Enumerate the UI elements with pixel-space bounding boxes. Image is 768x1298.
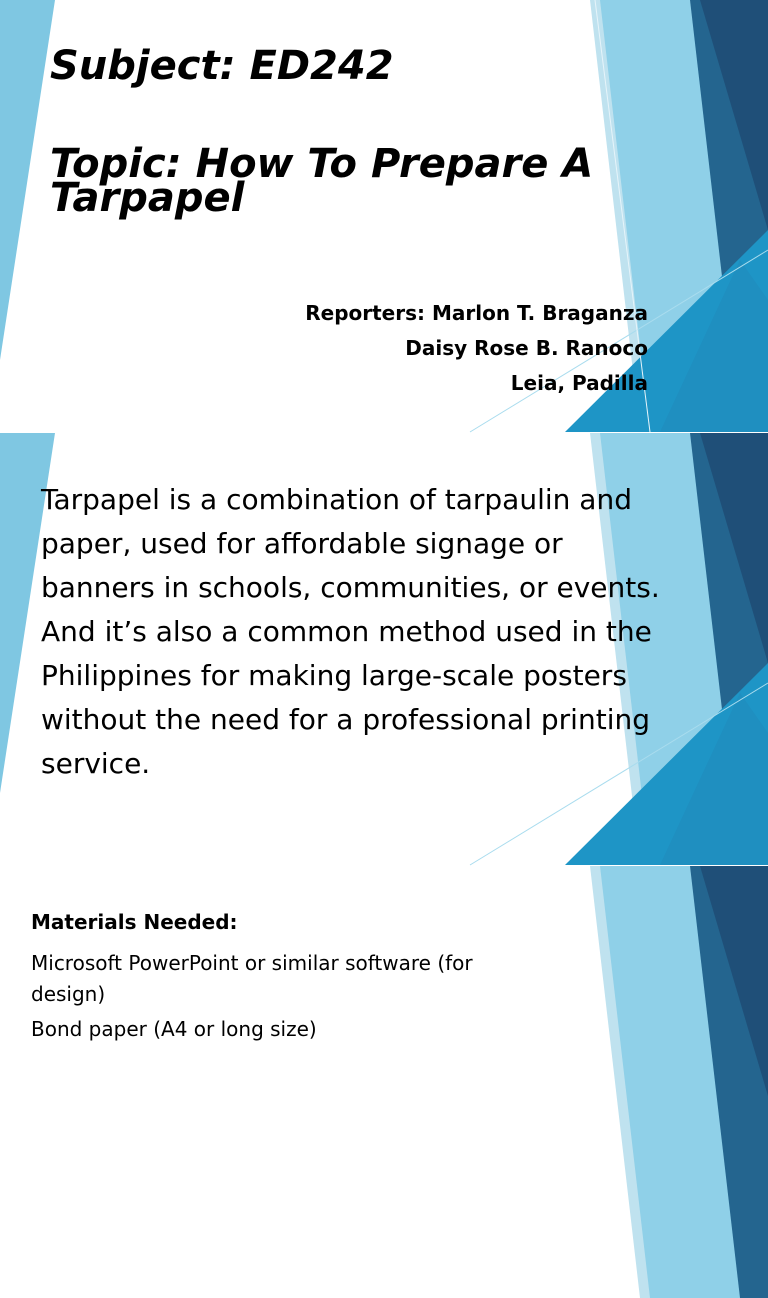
reporters-list (305, 296, 648, 401)
reporter-line: Leia, Padilla (510, 371, 648, 395)
materials-heading: Materials Needed: (31, 910, 238, 934)
title-slide (0, 0, 768, 432)
definition-slide (0, 433, 768, 865)
topic-line: Topic: How To Prepare A (50, 141, 594, 187)
materials-slide (0, 866, 768, 1041)
materials-item: Bond paper (A4 or long size) (31, 1017, 317, 1041)
definition-text: Tarpapel is a combination of tarpaulin and paper, used for affordable signage or banners in schools, communities, or events. And it’s also a common method used in the Philippines for making large-scale posters without the need for a professional printing service. (41, 483, 660, 780)
reporter-line: Reporters: Marlon T. Braganza (305, 301, 648, 325)
subject-title: Subject: ED242 (50, 43, 394, 89)
materials-item: Microsoft PowerPoint or similar software (for design) (31, 951, 473, 1006)
left-accent-shape (0, 0, 55, 360)
reporter-line: Daisy Rose B. Ranoco (405, 336, 648, 360)
topic-line: Tarpapel (50, 175, 245, 221)
topic-title (50, 141, 660, 221)
